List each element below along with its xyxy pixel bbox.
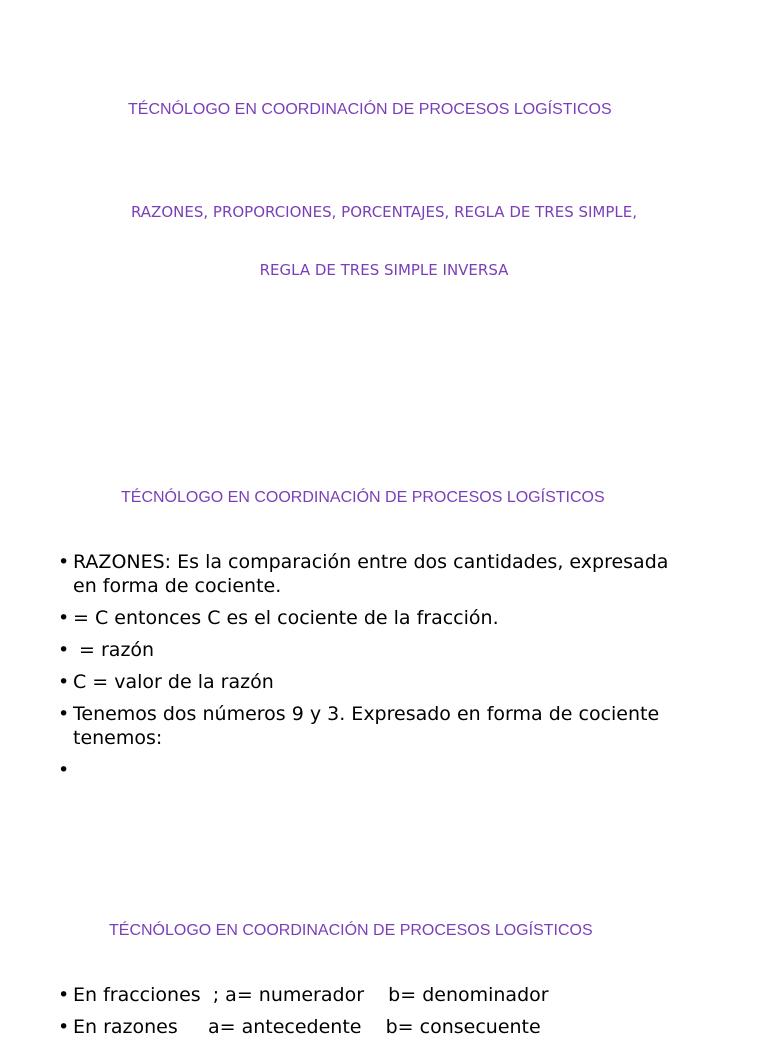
bullet-icon: • bbox=[58, 1016, 70, 1038]
bullet-text: C = valor de la razón bbox=[73, 671, 274, 693]
bullet-icon: • bbox=[58, 551, 70, 573]
list-item bbox=[58, 550, 678, 598]
slide3-bullet-list bbox=[58, 983, 678, 1047]
bullet-icon: • bbox=[58, 607, 70, 629]
bullet-text: En fracciones ; a= numerador b= denominador bbox=[73, 984, 549, 1006]
bullet-icon: • bbox=[58, 984, 70, 1006]
list-item bbox=[58, 670, 678, 694]
slide2-bullet-list bbox=[58, 550, 678, 790]
slide3-header: TÉCNÓLOGO EN COORDINACIÓN DE PROCESOS LOGÍSTICOS bbox=[109, 922, 593, 939]
list-item bbox=[58, 758, 678, 782]
list-item bbox=[58, 606, 678, 630]
bullet-icon: • bbox=[58, 703, 70, 725]
slide1-subtitle-line1: RAZONES, PROPORCIONES, PORCENTAJES, REGLA DE TRES SIMPLE, bbox=[130, 203, 638, 221]
bullet-icon: • bbox=[58, 759, 70, 781]
bullet-text: Tenemos dos números 9 y 3. Expresado en forma de cociente tenemos: bbox=[73, 703, 660, 749]
slide2-header: TÉCNÓLOGO EN COORDINACIÓN DE PROCESOS LOGÍSTICOS bbox=[121, 489, 605, 506]
bullet-text: RAZONES: Es la comparación entre dos cantidades, expresada en forma de cociente. bbox=[73, 551, 669, 597]
list-item bbox=[58, 983, 678, 1007]
list-item bbox=[58, 638, 678, 662]
bullet-icon: • bbox=[58, 671, 70, 693]
bullet-text: = C entonces C es el cociente de la fracción. bbox=[73, 607, 499, 629]
slide1-header: TÉCNÓLOGO EN COORDINACIÓN DE PROCESOS LOGÍSTICOS bbox=[128, 101, 612, 118]
slide1-subtitle-line2: REGLA DE TRES SIMPLE INVERSA bbox=[259, 261, 509, 279]
bullet-icon: • bbox=[58, 639, 70, 661]
bullet-text: = razón bbox=[73, 639, 155, 661]
list-item bbox=[58, 1015, 678, 1039]
bullet-text: En razones a= antecedente b= consecuente bbox=[73, 1016, 541, 1038]
list-item bbox=[58, 702, 678, 750]
